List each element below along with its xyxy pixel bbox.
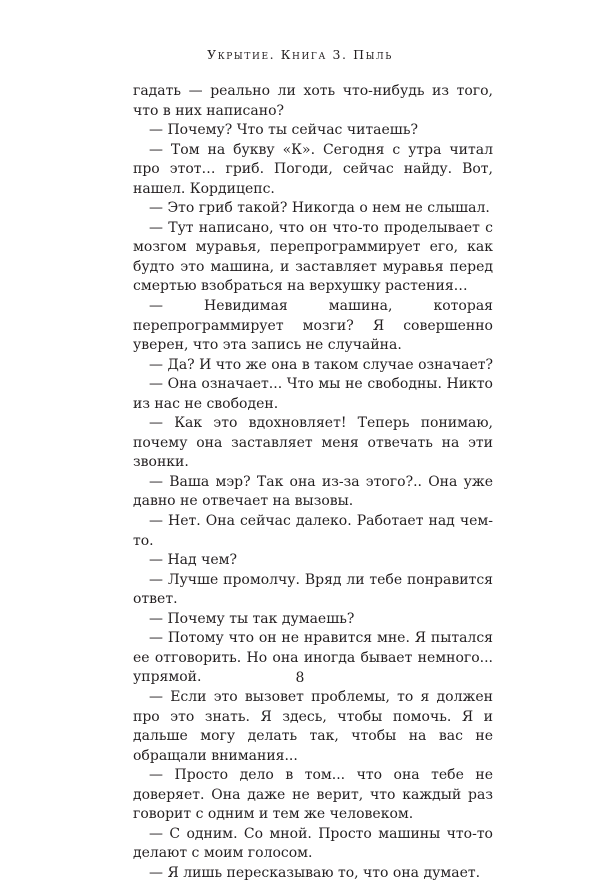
paragraph: — Том на букву «К». Сегодня с утра читал про этот… гриб. Погоди, сейчас найду. Вот, нашел. Кордицепс. xyxy=(133,141,493,197)
paragraph: — С одним. Со мной. Просто машины что-то делают с моим голосом. xyxy=(133,825,493,862)
paragraph: — Почему? Что ты сейчас читаешь? xyxy=(149,122,418,139)
paragraph: — Тут написано, что он что-то проделывает с мозгом муравья, перепрограммирует его, как будто это машина, и заставляет муравья перед смертью взобраться на верхушку растения… xyxy=(133,219,493,295)
paragraph: — Ваша мэр? Так она из-за этого?.. Она уже давно не отвечает на вызовы. xyxy=(133,473,493,510)
paragraph: — Да? И что же она в таком случае означает? xyxy=(149,356,493,373)
paragraph: — Это гриб такой? Никогда о нем не слышал. xyxy=(149,200,490,217)
paragraph: — Если это вызовет проблемы, то я должен про это знать. Я здесь, чтобы помочь. Я и дальше могу делать так, чтобы на вас не обращали внимания... xyxy=(133,688,493,764)
paragraph: — Я лишь пересказываю то, что она думает. xyxy=(149,864,481,881)
body-text xyxy=(133,82,493,883)
page-number: 8 xyxy=(295,670,305,686)
paragraph: — Как это вдохновляет! Теперь понимаю, почему она заставляет меня отвечать на эти звонки. xyxy=(133,415,493,471)
paragraph: — Нет. Она сейчас далеко. Работает над чем-то. xyxy=(133,513,493,549)
paragraph: — Почему ты так думаешь? xyxy=(149,610,355,627)
paragraph: — Потому что он не нравится мне. Я пытался ее отговорить. Но она иногда бывает немного... упрямой. xyxy=(133,630,493,686)
paragraph: — Невидимая машина, которая перепрограммирует мозги? Я совершенно уверен, что эта запись не случайна. xyxy=(133,298,493,354)
paragraph: — Она означает... Что мы не свободны. Никто из нас не свободен. xyxy=(133,376,493,412)
paragraph: — Лучше промолчу. Вряд ли тебе понравится ответ. xyxy=(133,571,493,608)
paragraph: гадать — реально ли хоть что-нибудь из того, что в них написано? xyxy=(133,83,493,119)
paragraph: — Просто дело в том... что она тебе не доверяет. Она даже не верит, что каждый раз говорит с одним и тем же человеком. xyxy=(133,767,493,823)
paragraph: — Над чем? xyxy=(149,552,238,569)
running-head: Укрытие. Книга 3. Пыль xyxy=(207,47,393,62)
